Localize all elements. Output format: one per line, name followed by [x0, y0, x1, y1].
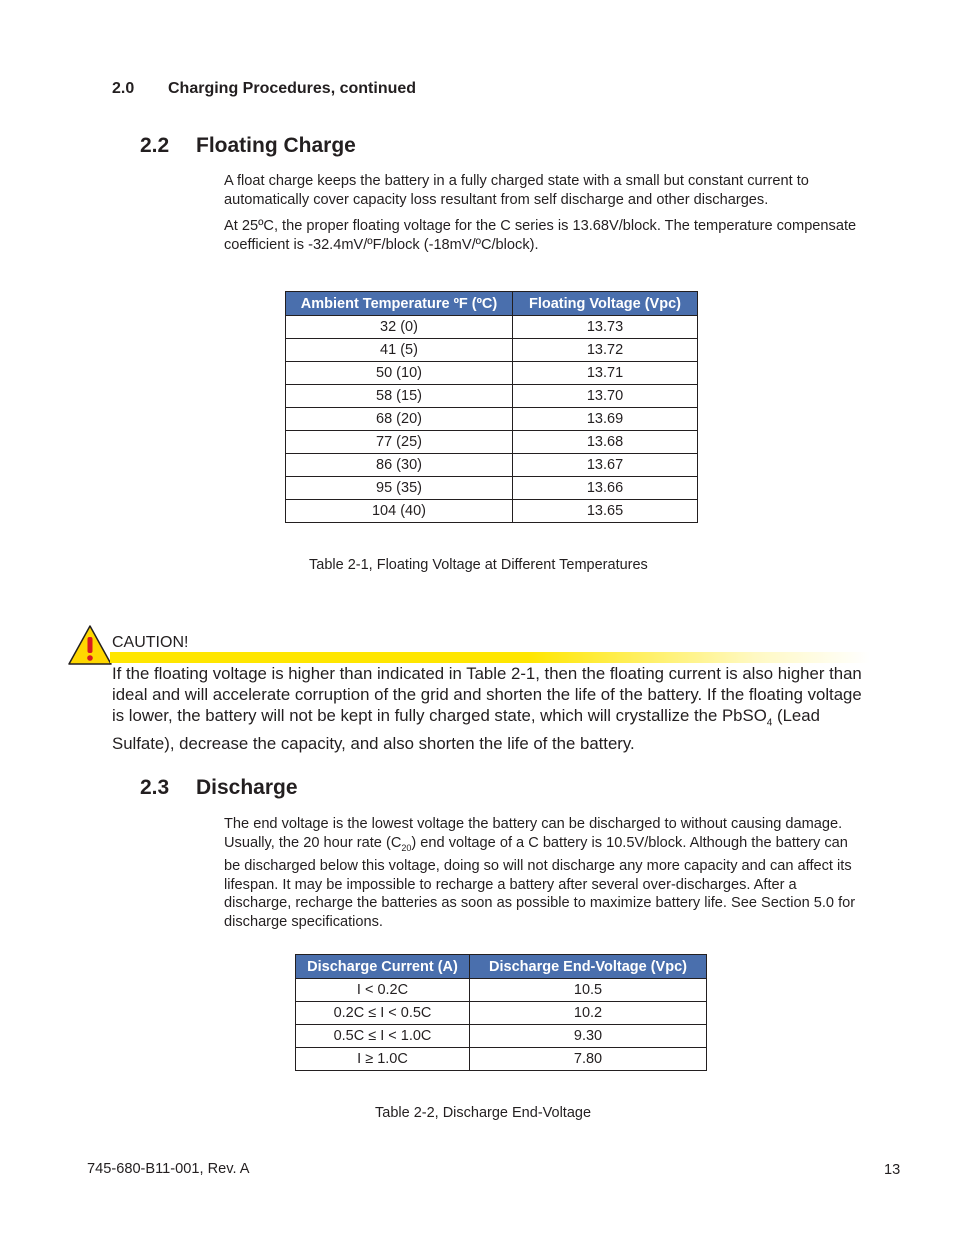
warning-triangle-icon: [67, 624, 113, 666]
column-header-temperature: Ambient Temperature ºF (ºC): [286, 292, 513, 316]
floating-charge-paragraph-1: A float charge keeps the battery in a fully charged state with a small but constant current to automatically cover capacity loss resultant from self discharge and other discharges.: [224, 173, 809, 208]
floating-table-caption: Table 2-1, Floating Voltage at Different Temperatures: [309, 557, 648, 573]
floating-voltage-table: [285, 291, 698, 523]
voltage-cell: 13.67: [513, 454, 698, 477]
temperature-cell: 50 (10): [286, 362, 513, 385]
current-cell: I ≥ 1.0C: [296, 1048, 470, 1071]
running-header: [112, 80, 416, 98]
table-row: [286, 316, 698, 339]
temperature-cell: 104 (40): [286, 500, 513, 523]
table-row: [286, 454, 698, 477]
table-row: [286, 339, 698, 362]
discharge-paragraph: [224, 815, 864, 931]
table-header-row: [286, 292, 698, 316]
table-row: [296, 1048, 707, 1071]
voltage-cell: 13.66: [513, 477, 698, 500]
temperature-cell: 41 (5): [286, 339, 513, 362]
running-header-number: 2.0: [112, 80, 135, 97]
discharge-body: [224, 815, 864, 939]
discharge-paragraph-subscript: 20: [401, 842, 412, 853]
table-row: [296, 1025, 707, 1048]
table-row: [286, 431, 698, 454]
caution-bar: [110, 652, 870, 663]
discharge-paragraph-a: The end voltage is the lowest voltage the battery can be discharged to without causing damage. Usually, the 20 hour rate (C: [224, 816, 843, 851]
column-header-voltage: Floating Voltage (Vpc): [513, 292, 698, 316]
table-row: [296, 1002, 707, 1025]
discharge-heading: [140, 776, 540, 802]
footer-page-number: 13: [884, 1162, 901, 1178]
floating-charge-paragraph-2: At 25ºC, the proper floating voltage for the C series is 13.68V/block. The temperature compensate coefficient is -32.4mV/ºF/block (-18mV/ºC/block).: [224, 218, 857, 253]
caution-label: CAUTION!: [112, 634, 189, 651]
end-voltage-cell: 9.30: [470, 1025, 707, 1048]
voltage-cell: 13.72: [513, 339, 698, 362]
temperature-cell: 32 (0): [286, 316, 513, 339]
table-row: [286, 408, 698, 431]
voltage-cell: 13.70: [513, 385, 698, 408]
temperature-cell: 77 (25): [286, 431, 513, 454]
caution-text: [112, 664, 872, 755]
end-voltage-cell: 7.80: [470, 1048, 707, 1071]
voltage-cell: 13.73: [513, 316, 698, 339]
column-header-end-voltage: Discharge End-Voltage (Vpc): [470, 955, 707, 979]
floating-charge-title: Floating Charge: [196, 134, 356, 157]
table-row: [286, 477, 698, 500]
end-voltage-cell: 10.5: [470, 979, 707, 1002]
discharge-number: 2.3: [140, 776, 170, 799]
current-cell: 0.2C ≤ I < 0.5C: [296, 1002, 470, 1025]
discharge-paragraph-b: ) end voltage of a C battery is 10.5V/block. Although the battery can be discharged below this voltage, doing so will not discharge any more capacity and can affect its lifespan. It may be impossible to recharge a battery after several over-discharges. After a discharge, recharge the batteries as soon as possible to maximize battery life. See Section 5.0 for discharge specifications.: [224, 834, 856, 930]
caution-text-end: (Lead Sulfate), decrease the capacity, and also shorten the life of the battery.: [112, 705, 820, 753]
floating-charge-heading: [140, 134, 540, 160]
caution-text-main: If the floating voltage is higher than indicated in Table 2-1, then the floating current is also higher than ideal and will accelerate corruption of the grid and shorten the life of the battery. If the floating voltage is lower, the battery will not be kept in fully charged state, which will crystallize the PbSO: [112, 664, 862, 725]
current-cell: 0.5C ≤ I < 1.0C: [296, 1025, 470, 1048]
footer-document-number: 745-680-B11-001, Rev. A: [87, 1161, 250, 1177]
caution-text-subscript: 4: [766, 716, 773, 728]
voltage-cell: 13.68: [513, 431, 698, 454]
discharge-title: Discharge: [196, 776, 298, 799]
temperature-cell: 68 (20): [286, 408, 513, 431]
column-header-current: Discharge Current (A): [296, 955, 470, 979]
table-header-row: [296, 955, 707, 979]
temperature-cell: 58 (15): [286, 385, 513, 408]
floating-charge-body: [224, 172, 864, 262]
temperature-cell: 95 (35): [286, 477, 513, 500]
table-row: [286, 500, 698, 523]
floating-charge-number: 2.2: [140, 134, 170, 157]
table-row: [286, 385, 698, 408]
discharge-end-voltage-table: [295, 954, 707, 1071]
voltage-cell: 13.69: [513, 408, 698, 431]
end-voltage-cell: 10.2: [470, 1002, 707, 1025]
current-cell: I < 0.2C: [296, 979, 470, 1002]
table-row: [286, 362, 698, 385]
table-row: [296, 979, 707, 1002]
voltage-cell: 13.71: [513, 362, 698, 385]
temperature-cell: 86 (30): [286, 454, 513, 477]
discharge-table-caption: Table 2-2, Discharge End-Voltage: [375, 1105, 592, 1121]
running-header-title: Charging Procedures, continued: [168, 80, 417, 97]
voltage-cell: 13.65: [513, 500, 698, 523]
